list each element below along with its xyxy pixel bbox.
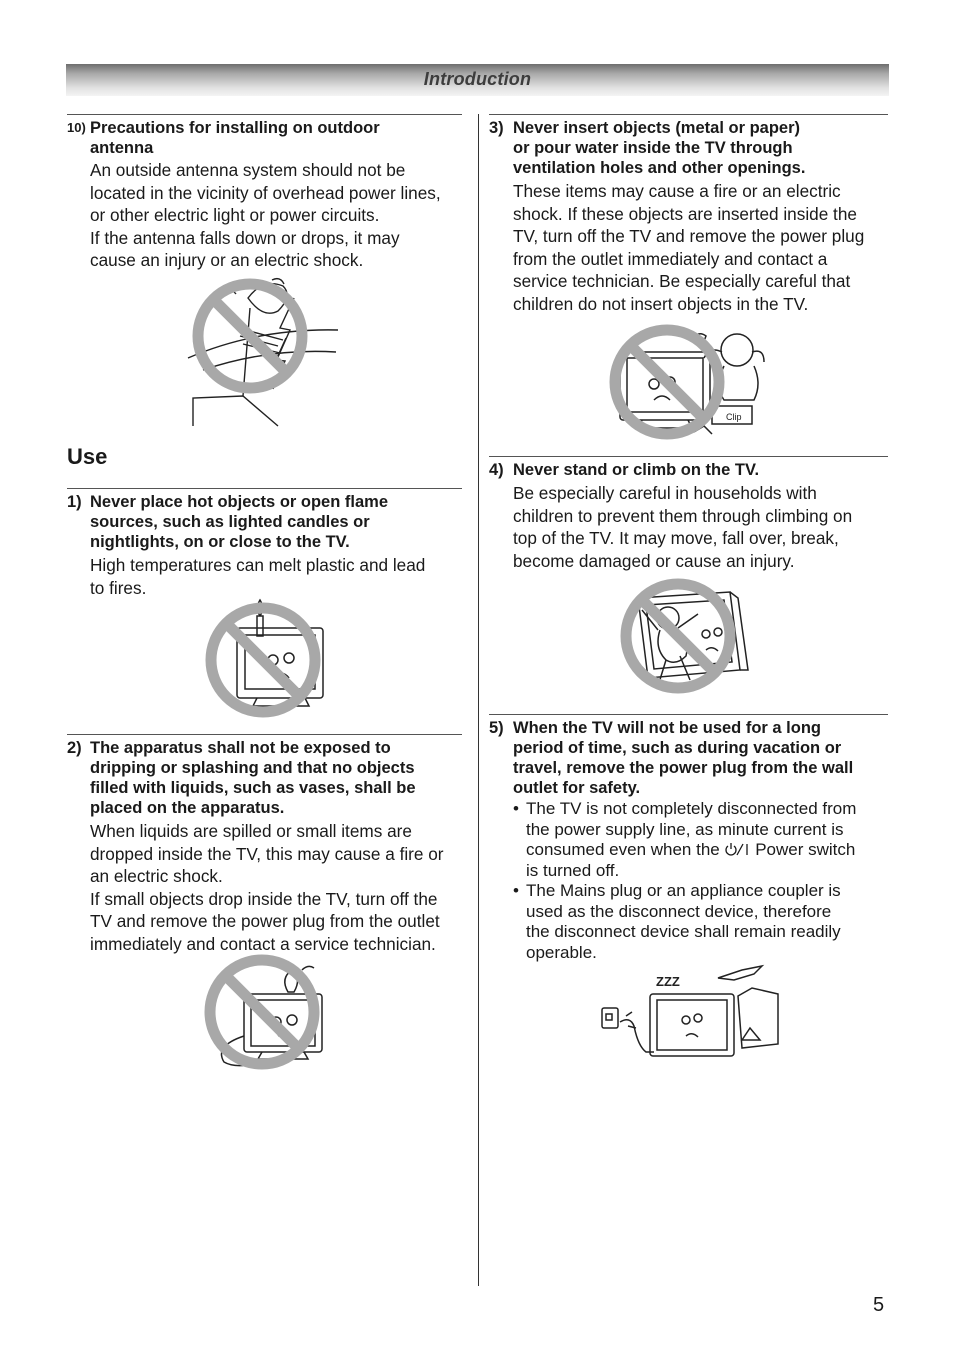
section-rule (67, 488, 462, 489)
item-heading: The apparatus shall not be exposed to dripping or splashing and that no objects filled with liquids, such as vases, shall be placed on the apparatus. (90, 739, 416, 817)
bullet-item: • The TV is not completely disconnected from the power supply line, as minute current is consumed even when the Power switch is turned off. (513, 799, 856, 881)
item-number: 1) (67, 493, 82, 511)
item-bullet-list (513, 799, 856, 963)
item-number: 2) (67, 739, 82, 757)
item-number: 3) (489, 119, 504, 137)
item-heading: Never stand or climb on the TV. (513, 461, 760, 479)
child-inserting-objects-warning-illustration (612, 322, 764, 440)
section-title: Introduction (423, 69, 532, 89)
section-rule (67, 734, 462, 735)
item-number: 4) (489, 461, 504, 479)
item-body: When liquids are spilled or small items are dropped inside the TV, this may cause a fire or an electric shock. If small objects drop inside the TV, turn off the TV and remove the power plug from the outlet immediately and contact a service technician. (90, 821, 444, 954)
antenna-warning-illustration (188, 278, 338, 428)
section-rule (489, 114, 888, 115)
sleeping-zzz-label: ZZZ (656, 974, 680, 989)
item-body: Be especially careful in households with children to prevent them through climbing on top of the TV. It may move, fall over, break, become damaged or cause an injury. (513, 483, 853, 571)
section-rule (489, 714, 888, 715)
item-number: 10) (67, 120, 86, 135)
item-number: 5) (489, 719, 504, 737)
item-heading: When the TV will not be used for a long period of time, such as during vacation or travel, remove the power plug from the wall outlet for safety. (513, 719, 854, 797)
item-body: High temperatures can melt plastic and lead to fires. (90, 555, 426, 598)
clip-box-label: Clip (726, 412, 742, 422)
item-heading: Never insert objects (metal or paper) or pour water inside the TV through ventilation holes and other openings. (513, 119, 806, 177)
column-divider (478, 114, 479, 1286)
vase-tv-warning-illustration (202, 956, 327, 1068)
item-heading: Precautions for installing on outdoor antenna (90, 119, 380, 157)
page-number: 5 (873, 1294, 885, 1316)
candle-tv-warning-illustration (205, 600, 325, 718)
section-rule (67, 114, 462, 115)
use-section-title: Use (67, 444, 108, 469)
item-heading: Never place hot objects or open flame sources, such as lighted candles or nightlights, on or close to the TV. (90, 493, 388, 551)
item-body: These items may cause a fire or an electric shock. If these objects are inserted inside the TV, turn off the TV and remove the power plug from the outlet immediately and contact a service technician. Be especially careful that children do not insert objects in the TV. (513, 181, 865, 314)
section-rule (489, 456, 888, 457)
section-header-bar (66, 64, 889, 96)
unplug-tv-vacation-illustration (598, 964, 780, 1060)
power-switch-icon (724, 841, 750, 857)
item-body: An outside antenna system should not be located in the vicinity of overhead power lines, or other electric light or power circuits. If the antenna falls down or drops, it may cause an injury or an electric shock. (90, 160, 441, 271)
child-climbing-tv-warning-illustration (620, 578, 755, 696)
bullet-item: • The Mains plug or an appliance coupler is used as the disconnect device, therefore the disconnect device shall remain readily operable. (513, 881, 856, 963)
